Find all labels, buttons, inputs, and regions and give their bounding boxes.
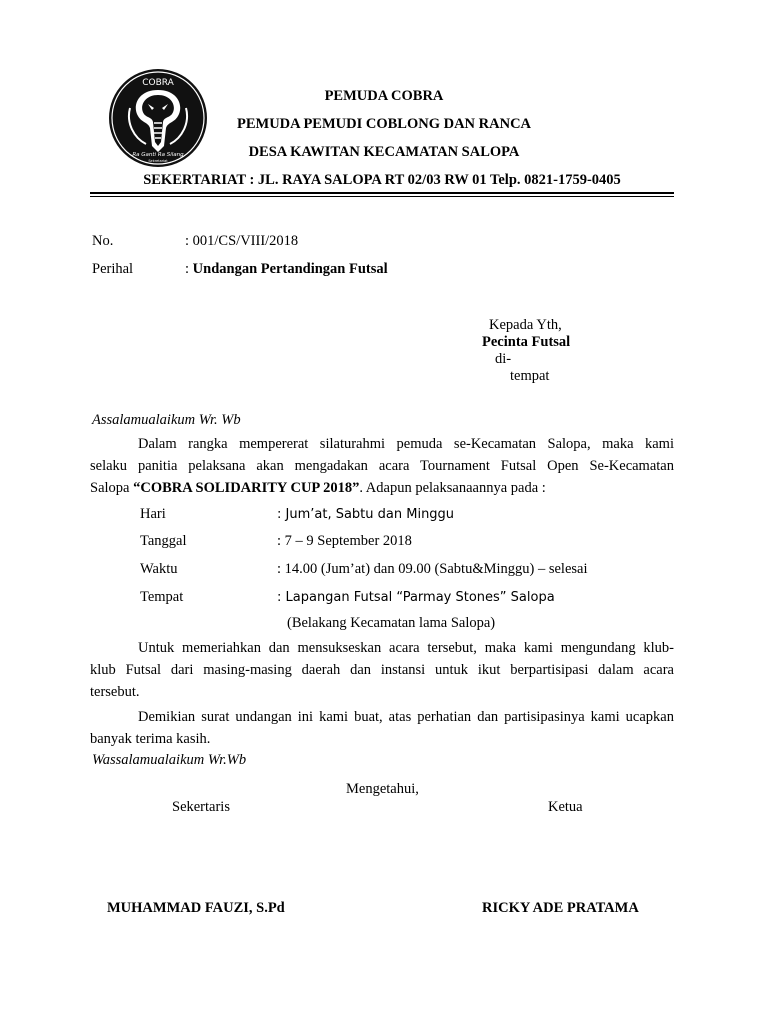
intro-prefix: Salopa bbox=[90, 480, 134, 496]
location-note: (Belakang Kecamatan lama Salopa) bbox=[287, 615, 496, 631]
intro-line-1: Dalam rangka mempererat silaturahmi pemuda se-Kecamatan Salopa, maka kami bbox=[138, 436, 674, 452]
detail-label-day: Hari bbox=[140, 506, 166, 522]
detail-value-time: : 14.00 (Jum’at) dan 09.00 (Sabtu&Minggu) – selesai bbox=[277, 561, 588, 577]
subject-label: Perihal bbox=[92, 261, 134, 277]
recipient-di: di- bbox=[495, 351, 512, 367]
org-location: DESA KAWITAN KECAMATAN SALOPA bbox=[248, 144, 520, 160]
subject-line bbox=[185, 261, 388, 278]
org-subname: PEMUDA PEMUDI COBLONG DAN RANCA bbox=[236, 116, 532, 132]
recipient-salutation: Kepada Yth, bbox=[489, 317, 562, 333]
subject-value: Undangan Pertandingan Futsal bbox=[192, 261, 388, 277]
detail-value-date: : 7 – 9 September 2018 bbox=[277, 533, 412, 549]
event-name: “COBRA SOLIDARITY CUP 2018” bbox=[133, 480, 360, 496]
svg-text:COBRA: COBRA bbox=[142, 78, 174, 88]
intro-line-2: selaku panitia pelaksana akan mengadakan acara Tournament Futsal Open Se-Kecamatan bbox=[90, 458, 674, 474]
intro-suffix: . Adapun pelaksanaannya pada : bbox=[359, 480, 546, 496]
opening-greeting: Assalamualaikum Wr. Wb bbox=[92, 412, 241, 428]
recipient-name: Pecinta Futsal bbox=[482, 334, 571, 350]
svg-text:Ra Ganti Ra Silang: Ra Ganti Ra Silang bbox=[132, 152, 184, 158]
paragraph-invitation bbox=[90, 637, 674, 703]
invitation-line-2: klub Futsal dari masing-masing daerah dan instansi untuk ikut berpartisipasi dalam acara bbox=[90, 662, 674, 678]
header-rule-thick bbox=[90, 192, 674, 194]
svg-text:Sekretariat: Sekretariat bbox=[148, 159, 168, 163]
closing-greeting: Wassalamualaikum Wr.Wb bbox=[92, 752, 247, 768]
invitation-line-1: Untuk memeriahkan dan mensukseskan acara tersebut, maka kami mengundang klub- bbox=[138, 640, 674, 656]
subject-colon: : bbox=[185, 261, 193, 277]
chairman-title: Ketua bbox=[548, 799, 583, 815]
acknowledged-label: Mengetahui, bbox=[346, 781, 419, 797]
closing-line-2: banyak terima kasih. bbox=[90, 731, 211, 747]
number-value: : 001/CS/VIII/2018 bbox=[185, 233, 299, 249]
secretary-title: Sekertaris bbox=[172, 799, 230, 815]
closing-line-1: Demikian surat undangan ini kami buat, atas perhatian dan partisipasinya kami ucapkan bbox=[138, 709, 674, 725]
detail-label-date: Tanggal bbox=[140, 533, 187, 549]
detail-value-place: : Lapangan Futsal “Parmay Stones” Salopa bbox=[277, 590, 555, 605]
detail-label-time: Waktu bbox=[140, 561, 178, 577]
number-label: No. bbox=[92, 233, 114, 249]
secretary-name: MUHAMMAD FAUZI, S.Pd bbox=[107, 900, 285, 916]
header-rule-thin bbox=[90, 196, 674, 197]
paragraph-closing bbox=[90, 706, 674, 750]
chairman-name: RICKY ADE PRATAMA bbox=[482, 900, 639, 916]
secretariat-address: SEKERTARIAT : JL. RAYA SALOPA RT 02/03 RW 01 Telp. 0821-1759-0405 bbox=[143, 172, 621, 188]
detail-value-day: : Jum’at, Sabtu dan Minggu bbox=[277, 507, 455, 522]
detail-label-place: Tempat bbox=[140, 589, 184, 605]
intro-line-3 bbox=[90, 477, 674, 499]
paragraph-intro bbox=[90, 433, 674, 499]
recipient-place: tempat bbox=[510, 368, 550, 384]
cobra-logo bbox=[108, 68, 208, 168]
org-name: PEMUDA COBRA bbox=[324, 88, 444, 104]
invitation-line-3: tersebut. bbox=[90, 684, 140, 700]
